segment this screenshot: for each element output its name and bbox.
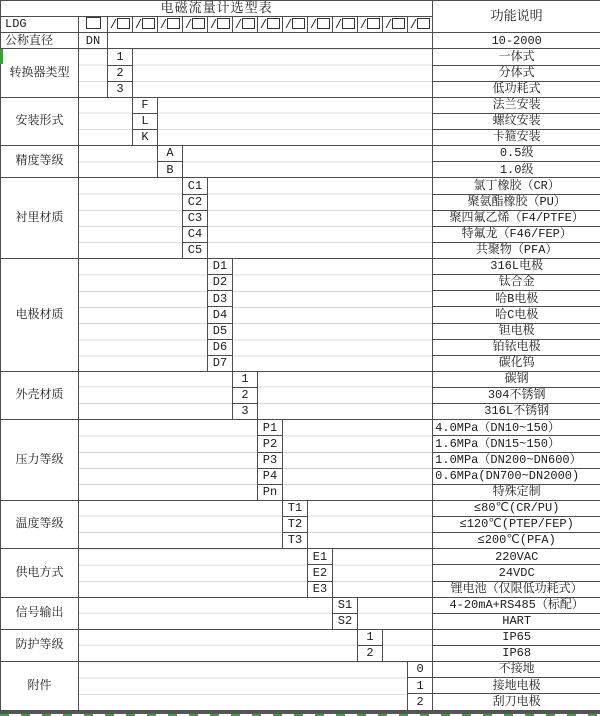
checkbox-icon	[192, 18, 205, 29]
function-cell: 低功耗式	[433, 81, 600, 97]
function-cell: 0.5级	[433, 146, 600, 162]
code-cell: C2	[183, 194, 208, 210]
code-cell: P1	[258, 420, 283, 436]
slash-text: /	[384, 17, 393, 32]
slash-text: /	[284, 17, 293, 32]
code-cell: C5	[183, 242, 208, 258]
category-label-lining-material: 衬里材质	[1, 178, 79, 259]
code-cell: K	[133, 130, 158, 146]
code-slot-cell	[408, 17, 433, 33]
spacer-cell	[79, 500, 283, 548]
code-cell: A	[158, 146, 183, 162]
code-cell: D6	[208, 339, 233, 355]
slash-text: /	[259, 17, 268, 32]
checkbox-icon	[292, 18, 305, 29]
code-cell: E2	[308, 565, 333, 581]
spacer-cell	[79, 549, 308, 597]
slash-text: /	[134, 17, 143, 32]
code-cell: 0	[408, 662, 433, 678]
category-label-pressure-rating: 压力等级	[1, 420, 79, 501]
spacer-cell	[158, 97, 433, 145]
code-cell: 1	[408, 678, 433, 694]
code-cell: L	[133, 113, 158, 129]
spacer-cell	[208, 178, 433, 259]
function-cell: 氯丁橡胶（CR）	[433, 178, 600, 194]
checkbox-icon	[367, 18, 380, 29]
slash-text: /	[309, 17, 318, 32]
slash-text: /	[409, 17, 418, 32]
function-cell: 不接地	[433, 662, 600, 678]
spacer-cell	[183, 146, 433, 178]
slash-text: /	[109, 17, 118, 32]
function-cell: 1.6MPa（DN15~150）	[433, 436, 600, 452]
spacer-cell	[133, 49, 433, 97]
spacer-cell	[79, 662, 408, 711]
checkbox-icon	[167, 18, 180, 29]
category-label-electrode-material: 电极材质	[1, 259, 79, 372]
category-label-power-supply: 供电方式	[1, 549, 79, 597]
code-cell: 3	[233, 404, 258, 420]
function-column-header: 功能说明	[433, 1, 600, 33]
spacer-cell	[79, 97, 133, 145]
code-slot-cell	[308, 17, 333, 33]
code-cell: E3	[308, 581, 333, 597]
code-cell: 1	[233, 371, 258, 387]
code-cell: 2	[408, 694, 433, 711]
code-cell: 2	[233, 388, 258, 404]
code-cell: 1	[358, 629, 383, 645]
function-cell: 1.0级	[433, 162, 600, 178]
slash-text: /	[184, 17, 193, 32]
code-cell: F	[133, 97, 158, 113]
spacer-cell	[79, 371, 233, 419]
function-cell: 分体式	[433, 65, 600, 81]
spacer-cell	[258, 371, 433, 419]
checkbox-icon	[392, 18, 405, 29]
function-cell: HART	[433, 613, 600, 629]
function-cell: 0.6MPa(DN700~DN2000)	[433, 468, 600, 484]
spacer-cell	[79, 420, 258, 501]
code-cell: E1	[308, 549, 333, 565]
spacer-cell	[233, 259, 433, 372]
checkbox-icon	[117, 18, 130, 29]
function-cell: 聚四氟乙烯（F4/PTFE）	[433, 210, 600, 226]
slash-text: /	[334, 17, 343, 32]
function-cell: 一体式	[433, 49, 600, 65]
function-cell: 碳钢	[433, 371, 600, 387]
code-cell: 3	[108, 81, 133, 97]
code-cell: Pn	[258, 484, 283, 500]
function-cell: 哈B电极	[433, 291, 600, 307]
function-cell: 共聚物（PFA）	[433, 242, 600, 258]
code-cell: P4	[258, 468, 283, 484]
spacer-cell	[79, 178, 183, 259]
code-cell: D5	[208, 323, 233, 339]
function-cell: 24VDC	[433, 565, 600, 581]
spacer-cell	[79, 629, 358, 661]
category-label-signal-output: 信号输出	[1, 597, 79, 629]
function-cell: 螺纹安装	[433, 113, 600, 129]
spacer-cell	[79, 49, 108, 97]
code-cell: C4	[183, 226, 208, 242]
function-cell: 聚氨酯橡胶（PU）	[433, 194, 600, 210]
excel-error-marker-icon	[0, 49, 3, 64]
checkbox-icon	[267, 18, 280, 29]
code-cell: 2	[358, 646, 383, 662]
spacer-cell	[79, 597, 333, 629]
code-slot-cell	[383, 17, 408, 33]
code-cell: DN	[79, 33, 108, 49]
code-cell: D4	[208, 307, 233, 323]
category-label-housing-material: 外壳材质	[1, 371, 79, 419]
code-slot-cell	[258, 17, 283, 33]
code-cell: 2	[108, 65, 133, 81]
code-cell: S1	[333, 597, 358, 613]
function-cell: ≤120℃(PTEP/FEP)	[433, 517, 600, 533]
function-cell: 316L不锈钢	[433, 404, 600, 420]
spacer-cell	[79, 259, 208, 372]
checkbox-icon	[317, 18, 330, 29]
spacer-cell	[283, 420, 433, 501]
function-cell: 接地电极	[433, 678, 600, 694]
code-slot-cell	[358, 17, 383, 33]
function-cell: ≤200℃(PFA)	[433, 533, 600, 549]
function-cell: 4-20mA+RS485（标配）	[433, 597, 600, 613]
table-title: 电磁流量计选型表	[1, 1, 433, 17]
function-cell: 锂电池（仅限低功耗式）	[433, 581, 600, 597]
code-slot-cell	[208, 17, 233, 33]
code-slot-cell	[183, 17, 208, 33]
function-cell: 刮刀电极	[433, 694, 600, 711]
code-cell: P3	[258, 452, 283, 468]
spacer-cell	[333, 549, 433, 597]
function-cell: 卡箍安装	[433, 130, 600, 146]
checkbox-icon	[417, 18, 430, 29]
code-slot-cell	[133, 17, 158, 33]
checkbox-icon	[142, 18, 155, 29]
slash-text: /	[359, 17, 368, 32]
checkbox-icon	[86, 17, 101, 29]
function-cell: 法兰安装	[433, 97, 600, 113]
code-cell: C1	[183, 178, 208, 194]
spacer-cell	[108, 33, 433, 49]
code-cell: D1	[208, 259, 233, 275]
slash-text: /	[234, 17, 243, 32]
category-label-accessories: 附件	[1, 662, 79, 711]
checkbox-icon	[342, 18, 355, 29]
function-cell: 304不锈钢	[433, 388, 600, 404]
code-slot-cell	[283, 17, 308, 33]
slash-text: /	[159, 17, 168, 32]
spacer-cell	[308, 500, 433, 548]
code-cell: D7	[208, 355, 233, 371]
function-cell: 316L电极	[433, 259, 600, 275]
code-cell: S2	[333, 613, 358, 629]
function-cell: 10-2000	[433, 33, 600, 49]
function-cell: 钛合金	[433, 275, 600, 291]
function-cell: 钽电极	[433, 323, 600, 339]
function-cell: 碳化钨	[433, 355, 600, 371]
code-cell: D3	[208, 291, 233, 307]
code-slot-cell	[158, 17, 183, 33]
spacer-cell	[358, 597, 433, 629]
function-cell: 特殊定制	[433, 484, 600, 500]
code-cell: T1	[283, 500, 308, 516]
spacer-cell	[383, 629, 433, 661]
function-cell: 铂铱电极	[433, 339, 600, 355]
category-label-converter-type: 转换器类型	[1, 49, 79, 97]
category-label-nominal-diameter: 公称直径	[1, 33, 79, 49]
code-slot-cell	[333, 17, 358, 33]
code-slot-cell	[108, 17, 133, 33]
function-cell: 哈C电极	[433, 307, 600, 323]
code-cell: 1	[108, 49, 133, 65]
category-label-temperature-rating: 温度等级	[1, 500, 79, 548]
code-cell: T2	[283, 517, 308, 533]
slash-text: /	[209, 17, 218, 32]
code-cell: P2	[258, 436, 283, 452]
spacer-cell	[79, 146, 158, 178]
category-label-installation-type: 安装形式	[1, 97, 79, 145]
model-prefix-cell: LDG	[1, 17, 79, 33]
model-code-box-cell	[79, 17, 108, 33]
category-label-accuracy-class: 精度等级	[1, 146, 79, 178]
function-cell: 特氟龙（F46/FEP）	[433, 226, 600, 242]
code-cell: D2	[208, 275, 233, 291]
code-cell: B	[158, 162, 183, 178]
function-cell: IP65	[433, 629, 600, 645]
category-label-protection-rating: 防护等级	[1, 629, 79, 661]
code-cell: C3	[183, 210, 208, 226]
function-cell: 220VAC	[433, 549, 600, 565]
function-cell: 4.0MPa（DN10~150）	[433, 420, 600, 436]
checkbox-icon	[242, 18, 255, 29]
code-slot-cell	[233, 17, 258, 33]
code-cell: T3	[283, 533, 308, 549]
function-cell: ≤80℃(CR/PU)	[433, 500, 600, 516]
function-cell: IP68	[433, 646, 600, 662]
checkbox-icon	[217, 18, 230, 29]
function-cell: 1.0MPa（DN200~DN600）	[433, 452, 600, 468]
